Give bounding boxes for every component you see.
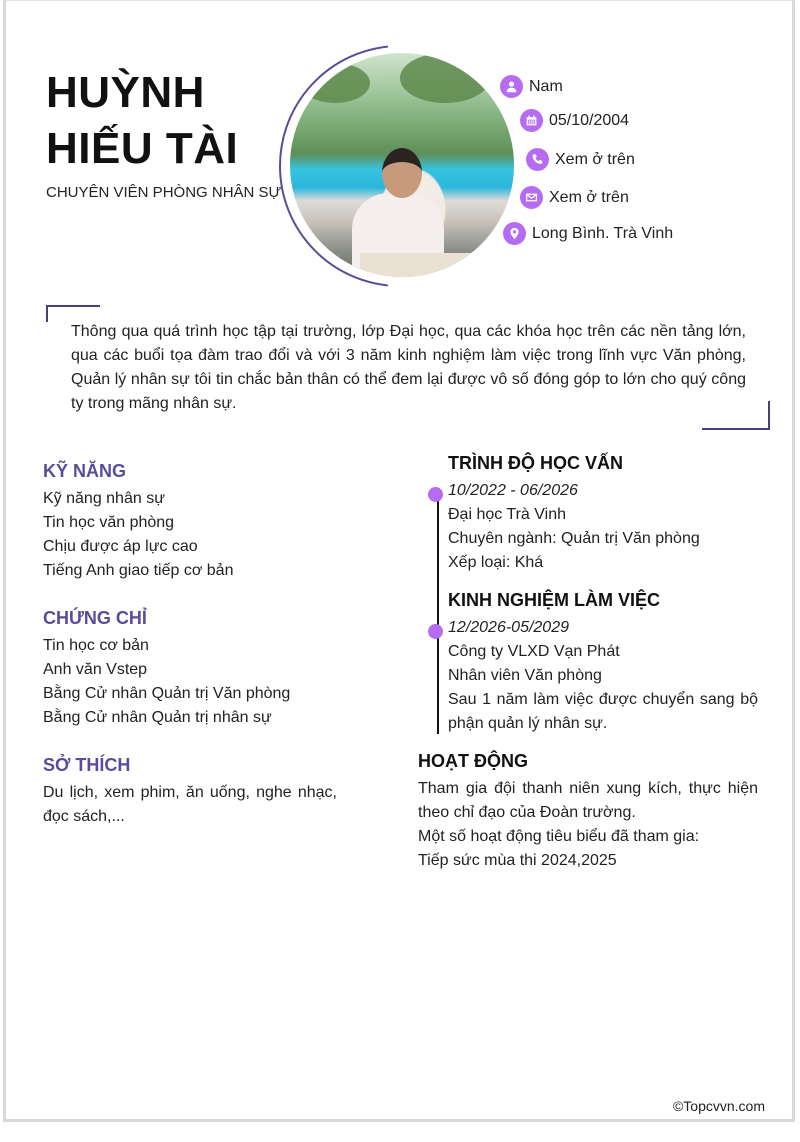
activities-text-3: Tiếp sức mùa thi 2024,2025 [418,852,617,869]
contact-phone: Xem ở trên [526,148,635,171]
certificates-list [43,634,343,730]
skill-item: Tin học văn phòng [43,514,175,531]
full-name: HUỲNH HIẾU TÀI [46,68,239,173]
job-title: CHUYÊN VIÊN PHÒNG NHÂN SỰ [46,184,282,201]
hobbies-section [43,753,337,829]
contact-birthdate: 05/10/2004 [520,109,629,132]
experience-title: KINH NGHIỆM LÀM VIỆC [448,590,661,610]
photo-table [360,253,514,277]
education-major: Chuyên ngành: Quản trị Văn phòng [448,530,700,547]
timeline-dot-education [428,487,443,502]
activities-section [418,749,758,873]
hobbies-title: SỞ THÍCH [43,755,131,775]
photo-person-head [382,148,422,198]
activities-text-2: Một số hoạt động tiêu biểu đã tham gia: [418,828,700,845]
hobbies-text: Du lịch, xem phim, ăn uống, nghe nhạc, đọc sách,... [43,784,337,825]
certificate-item: Anh văn Vstep [43,661,148,678]
summary-corner-bottom-right [702,401,770,430]
phone-icon [526,148,549,171]
education-school: Đại học Trà Vinh [448,506,566,523]
certificates-section [43,606,343,730]
certificate-item: Bằng Cử nhân Quản trị nhân sự [43,709,272,726]
experience-section [448,588,758,736]
calendar-icon [520,109,543,132]
profile-photo [290,53,514,277]
timeline-line [437,494,439,734]
skills-list [43,487,343,583]
cv-page [3,0,795,1122]
photo-foliage [400,53,490,103]
experience-position: Nhân viên Văn phòng [448,667,602,684]
contact-address: Long Bình. Trà Vinh [503,222,673,245]
mail-icon [520,186,543,209]
certificate-item: Tin học cơ bản [43,637,149,654]
summary-text: Thông qua quá trình học tập tại trường, lớp Đại học, qua các khóa học trên các nền tảng lớn, qua các buổi tọa đàm trao đổi và với 3 năm kinh nghiệm làm việc trong lĩnh vực Văn phòng, Quản lý nhân sự tôi tin chắc bản thân có thể đem lại được vô số đóng góp to lớn cho quý công ty trong mãng nhân sự. [71,323,746,412]
timeline-dot-experience [428,624,443,639]
activities-title: HOẠT ĐỘNG [418,751,528,771]
certificates-title: CHỨNG CHỈ [43,608,147,628]
skill-item: Kỹ năng nhân sự [43,490,165,507]
experience-date: 12/2026-05/2029 [448,619,569,636]
user-icon [500,75,523,98]
footer-copyright: ©Topcvvn.com [672,1098,765,1114]
activities-text-1: Tham gia đội thanh niên xung kích, thực hiện theo chỉ đạo của Đoàn trường. [418,780,758,821]
photo-foliage [300,63,370,103]
contact-email: Xem ở trên [520,186,629,209]
certificate-item: Bằng Cử nhân Quản trị Văn phòng [43,685,291,702]
contact-gender: Nam [500,75,563,98]
education-date: 10/2022 - 06/2026 [448,482,578,499]
education-grade: Xếp loại: Khá [448,554,544,571]
education-section [448,451,758,575]
education-title: TRÌNH ĐỘ HỌC VẤN [448,453,623,473]
experience-company: Công ty VLXD Vạn Phát [448,643,620,660]
location-icon [503,222,526,245]
skill-item: Tiếng Anh giao tiếp cơ bản [43,562,234,579]
skills-title: KỸ NĂNG [43,461,127,481]
skill-item: Chịu được áp lực cao [43,538,198,555]
skills-section [43,459,343,583]
experience-description: Sau 1 năm làm việc được chuyển sang bộ phận quản lý nhân sự. [448,691,758,732]
